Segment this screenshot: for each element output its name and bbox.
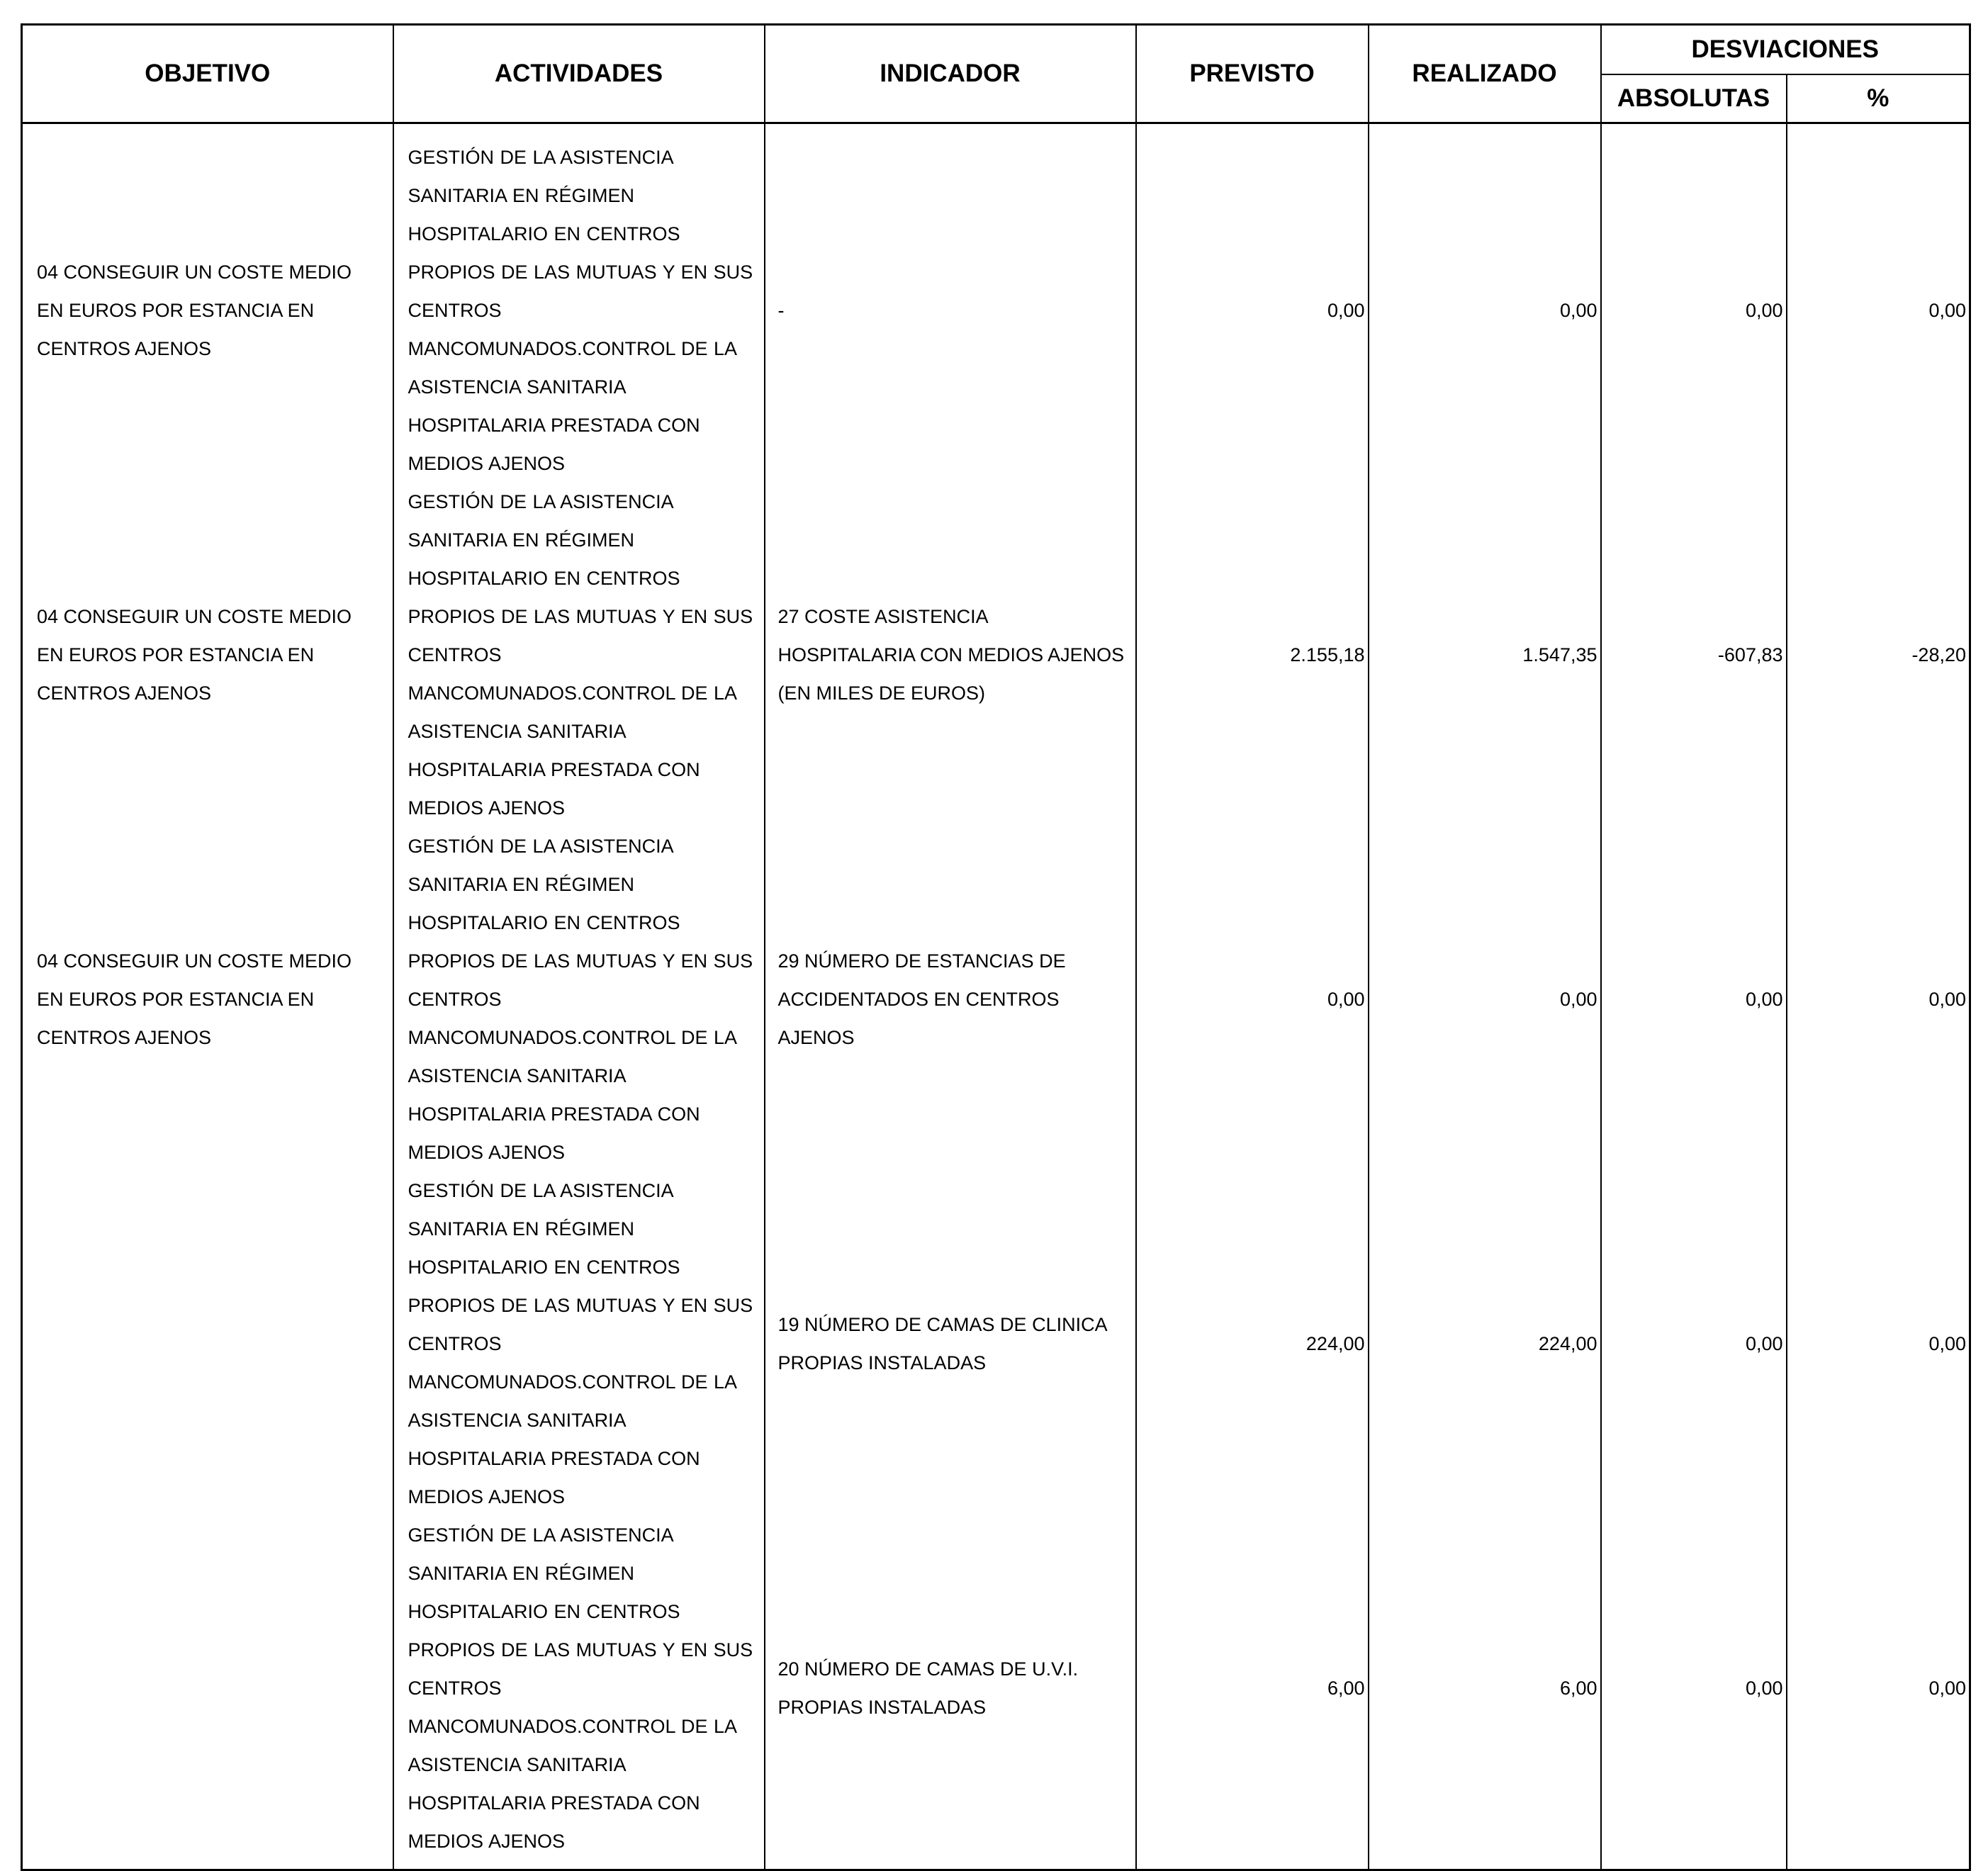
header-indicador: INDICADOR [765,25,1136,123]
cell-porcentaje: 0,00 [1787,123,1970,483]
header-absolutas: ABSOLUTAS [1601,74,1787,123]
cell-realizado: 1.547,35 [1369,483,1601,827]
table-row [22,1172,1970,1516]
header-realizado: REALIZADO [1369,25,1601,123]
cell-actividades: GESTIÓN DE LA ASISTENCIA SANITARIA EN RÉGIMEN HOSPITALARIO EN CENTROS PROPIOS DE LAS MUTUAS Y EN SUS CENTROS MANCOMUNADOS.CONTROL DE LA ASISTENCIA SANITARIA HOSPITALARIA PRESTADA CON MEDIOS AJENOS [393,1172,765,1516]
cell-previsto: 0,00 [1136,827,1369,1172]
cell-actividades: GESTIÓN DE LA ASISTENCIA SANITARIA EN RÉGIMEN HOSPITALARIO EN CENTROS PROPIOS DE LAS MUTUAS Y EN SUS CENTROS MANCOMUNADOS.CONTROL DE LA ASISTENCIA SANITARIA HOSPITALARIA PRESTADA CON MEDIOS AJENOS [393,483,765,827]
cell-actividades: GESTIÓN DE LA ASISTENCIA SANITARIA EN RÉGIMEN HOSPITALARIO EN CENTROS PROPIOS DE LAS MUTUAS Y EN SUS CENTROS MANCOMUNADOS.CONTROL DE LA ASISTENCIA SANITARIA HOSPITALARIA PRESTADA CON MEDIOS AJENOS [393,827,765,1172]
cell-previsto: 2.155,18 [1136,483,1369,827]
header-porcentaje: % [1787,74,1970,123]
cell-previsto: 6,00 [1136,1516,1369,1870]
table-row [22,483,1970,827]
cell-realizado: 224,00 [1369,1172,1601,1516]
cell-objetivo [22,1516,393,1870]
cell-objetivo: 04 CONSEGUIR UN COSTE MEDIO EN EUROS POR ESTANCIA EN CENTROS AJENOS [22,483,393,827]
header-previsto: PREVISTO [1136,25,1369,123]
table-row [22,1516,1970,1870]
cell-realizado: 6,00 [1369,1516,1601,1870]
cell-porcentaje: 0,00 [1787,1172,1970,1516]
cell-indicador: 20 NÚMERO DE CAMAS DE U.V.I. PROPIAS INSTALADAS [765,1516,1136,1870]
cell-realizado: 0,00 [1369,827,1601,1172]
cell-absolutas: 0,00 [1601,123,1787,483]
cell-actividades: GESTIÓN DE LA ASISTENCIA SANITARIA EN RÉGIMEN HOSPITALARIO EN CENTROS PROPIOS DE LAS MUTUAS Y EN SUS CENTROS MANCOMUNADOS.CONTROL DE LA ASISTENCIA SANITARIA HOSPITALARIA PRESTADA CON MEDIOS AJENOS [393,1516,765,1870]
cell-objetivo: 04 CONSEGUIR UN COSTE MEDIO EN EUROS POR ESTANCIA EN CENTROS AJENOS [22,827,393,1172]
table-header [22,25,1970,123]
cell-porcentaje: -28,20 [1787,483,1970,827]
cell-indicador: 29 NÚMERO DE ESTANCIAS DE ACCIDENTADOS EN CENTROS AJENOS [765,827,1136,1172]
cell-absolutas: 0,00 [1601,827,1787,1172]
cell-indicador: - [765,123,1136,483]
report-page [21,23,1969,1871]
cell-actividades: GESTIÓN DE LA ASISTENCIA SANITARIA EN RÉGIMEN HOSPITALARIO EN CENTROS PROPIOS DE LAS MUTUAS Y EN SUS CENTROS MANCOMUNADOS.CONTROL DE LA ASISTENCIA SANITARIA HOSPITALARIA PRESTADA CON MEDIOS AJENOS [393,123,765,483]
cell-porcentaje: 0,00 [1787,827,1970,1172]
objectives-table [21,23,1971,1871]
cell-indicador: 27 COSTE ASISTENCIA HOSPITALARIA CON MEDIOS AJENOS (EN MILES DE EUROS) [765,483,1136,827]
header-desviaciones: DESVIACIONES [1601,25,1970,75]
table-body [22,123,1970,1870]
cell-porcentaje: 0,00 [1787,1516,1970,1870]
cell-realizado: 0,00 [1369,123,1601,483]
cell-objetivo [22,1172,393,1516]
table-row [22,123,1970,483]
table-row [22,827,1970,1172]
cell-indicador: 19 NÚMERO DE CAMAS DE CLINICA PROPIAS INSTALADAS [765,1172,1136,1516]
header-actividades: ACTIVIDADES [393,25,765,123]
cell-absolutas: -607,83 [1601,483,1787,827]
header-objetivo: OBJETIVO [22,25,393,123]
cell-absolutas: 0,00 [1601,1172,1787,1516]
cell-absolutas: 0,00 [1601,1516,1787,1870]
cell-previsto: 224,00 [1136,1172,1369,1516]
cell-previsto: 0,00 [1136,123,1369,483]
cell-objetivo: 04 CONSEGUIR UN COSTE MEDIO EN EUROS POR ESTANCIA EN CENTROS AJENOS [22,123,393,483]
